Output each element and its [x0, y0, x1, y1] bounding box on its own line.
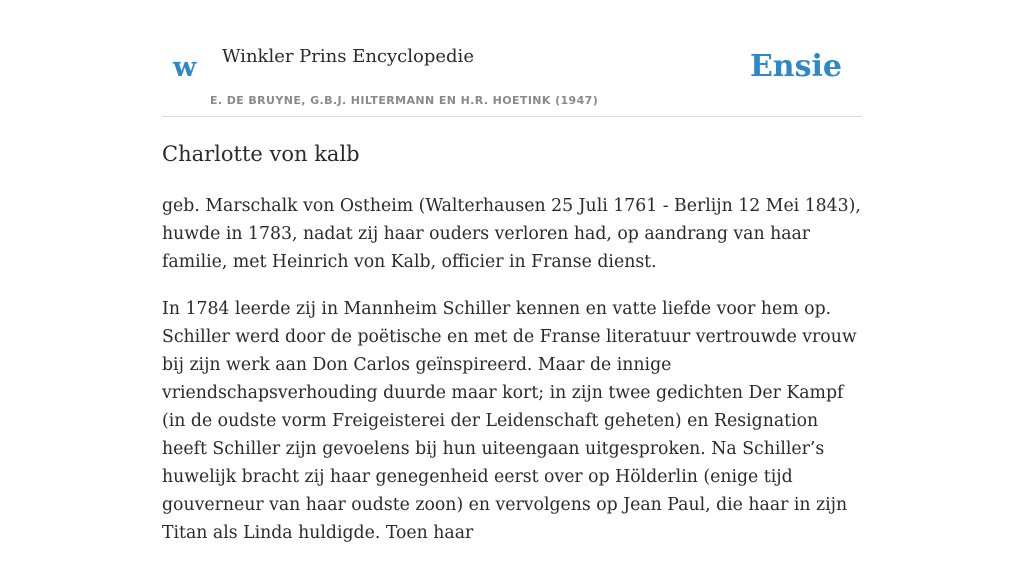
article-paragraph: geb. Marschalk von Ostheim (Walterhausen 25 Juli 1761 - Berlijn 12 Mei 1843), huwde in 1783, nadat zij haar ouders verloren had, op aandrang van haar familie, met Heinrich von Kalb, officier in Franse dienst. [162, 196, 861, 272]
site-title[interactable]: Winkler Prins Encyclopedie [222, 46, 474, 67]
article-title: Charlotte von kalb [162, 142, 360, 166]
authors-line: E. DE BRUYNE, G.B.J. HILTERMANN EN H.R. HOETINK (1947) [210, 94, 599, 107]
winkler-prins-logo[interactable]: w [173, 52, 197, 83]
article-paragraph: In 1784 leerde zij in Mannheim Schiller kennen en vatte liefde voor hem op. Schiller werd door de poëtische en met de Franse literatuur vertrouwde vrouw bij zijn werk aan Don Carlos geïnspireerd. Maar de innige vriendschapsverhouding duurde maar kort; in zijn twee gedichten Der Kampf (in de oudste vorm Freigeisterei der Leidenschaft geheten) en Resignation heeft Schiller zijn gevoelens bij hun uiteengaan uitgesproken. Na Schiller’s huwelijk bracht zij haar genegenheid eerst over op Hölderlin (enige tijd gouverneur van haar oudste zoon) en vervolgens op Jean Paul, die haar in zijn Titan als Linda huldigde. Toen haar [162, 299, 857, 543]
site-header [162, 0, 862, 117]
article-body [162, 192, 862, 566]
ensie-brand-link[interactable]: Ensie [749, 49, 842, 84]
